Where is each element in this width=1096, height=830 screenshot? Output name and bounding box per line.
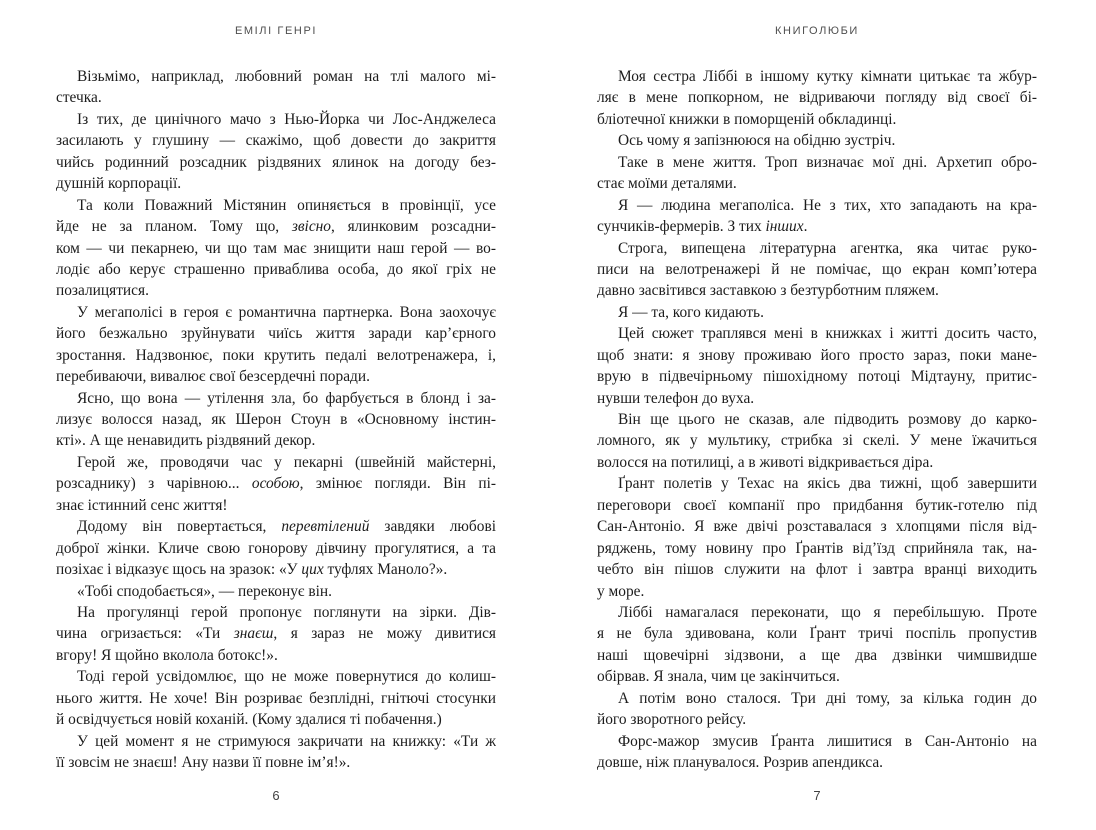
text-line: Додому він повертається, перевтілений завдяки любові <box>77 518 496 536</box>
text-line: наші щовечірні зідзвони, а ще два дзвінки чимшвидше <box>597 646 1037 664</box>
text-line: Тоді герой усвідомлює, що не може повернутися до колиш- <box>77 668 496 686</box>
text-line: позалицятися. <box>56 282 149 300</box>
text-line: Він ще цього не сказав, але підводить розмову до карко- <box>618 411 1037 428</box>
text-line: Ясно, що вона — утілення зла, бо фарбується в блонд і за- <box>77 389 496 407</box>
page-number: 6 <box>272 788 280 803</box>
text-line: Строга, випещена літературна агентка, яка читає руко- <box>618 239 1037 257</box>
text-line: Цей сюжет траплявся мені в книжках і житті досить часто, <box>618 325 1037 343</box>
text-line: позіхає і відказує щось на зразок: «У цих туфлях Маноло?». <box>56 561 448 579</box>
text-line: переговори своєї компанії про придбання бутик-готелю під <box>597 496 1037 514</box>
text-line: Із тих, де цинічного мачо з Нью-Йорка чи Лос-Анджелеса <box>77 110 496 128</box>
text-line: я не була здивована, коли Ґрант тричі поспіль пропустив <box>597 625 1037 643</box>
text-line: ряджень, тому новину про Ґрантів від’їзд сприйняла так, на- <box>597 539 1037 557</box>
text-line: Ліббі намагалася переконати, що я перебільшую. Проте <box>618 603 1037 621</box>
text-line: давно засвітився заставкою з безтурботним пляжем. <box>597 282 939 300</box>
text-line: А потім воно сталося. Три дні тому, за кілька годин до <box>618 689 1037 707</box>
text-line: йде не за планом. Тому що, звісно, ялинковим розсадни- <box>56 218 496 236</box>
text-line: стає моїми деталями. <box>597 175 737 193</box>
text-line: врую в підвечірньому пішохідному потоці Мідтауну, притис- <box>597 368 1037 386</box>
text-line: знає істинний сенс життя! <box>56 496 228 514</box>
text-line: обірвав. Я знала, чим це закінчиться. <box>597 668 840 686</box>
text-line: ломного, як у мультику, стрибка зі скелі. У мене їжачиться <box>597 432 1037 450</box>
text-line: стечка. <box>56 89 102 107</box>
text-line: Я — та, кого кидають. <box>618 303 764 321</box>
text-line: кті». А ще ненавидить різдвяний декор. <box>56 432 316 450</box>
text-line: На прогулянці герой пропонує поглянути на зірки. Дів- <box>77 603 496 621</box>
text-line: доброї жінки. Кличе свою гонорову дівчину прогулятися, а та <box>56 539 496 557</box>
text-line: чебто він пішов служити на флот і завтра вранці виходить <box>597 561 1037 579</box>
text-line: У мегаполісі в героя є романтична партнерка. Вона заохочує <box>77 303 496 321</box>
text-line: душній корпорації. <box>56 175 182 193</box>
text-line: нувши телефон до вуха. <box>597 389 755 407</box>
page-right <box>597 0 1037 830</box>
text-line: сунчиків-фермерів. З тих інших. <box>597 218 808 236</box>
text-line: Форс-мажор змусив Ґранта лишитися в Сан-Антоніо на <box>618 732 1037 750</box>
text-line: писи на велотренажері й не помічає, що екран комп’ютера <box>597 260 1037 278</box>
text-line: У цей момент я не стримуюся закричати на книжку: «Ти ж <box>77 732 496 750</box>
text-line: його безжально зруйнувати чиїсь життя заради кар’єрного <box>56 325 496 343</box>
text-line: Сан-Антоніо. Я вже двічі розставалася з хлопцями після від- <box>597 518 1037 536</box>
text-line: зростання. Надзвонює, поки крутить педалі велотренажера, і, <box>56 346 496 364</box>
text-line: Візьмімо, наприклад, любовний роман на тлі малого мі- <box>77 68 496 85</box>
text-line: лизує волосся назад, як Шерон Стоун в «Основному інстин- <box>56 411 496 428</box>
text-line: розсаднику) з чарівною... особою, змінює погляди. Він пі- <box>56 475 496 493</box>
text-line: Ось чому я запізнююся на обідню зустріч. <box>618 132 896 150</box>
text-line: Моя сестра Ліббі в іншому кутку кімнати цитькає та жбур- <box>618 68 1037 85</box>
text-line: чина огризається: «Ти знаєш, я зараз не можу дивитися <box>56 625 496 643</box>
text-line: волосся на потилиці, а в животі відкривається діра. <box>597 453 934 471</box>
running-header-author: ЕМІЛІ ГЕНРІ <box>234 25 318 37</box>
text-line: довше, ніж планувалося. Розрив апендикса. <box>597 754 884 771</box>
text-line: нього життя. Не хоче! Він розриває безплідні, гнітючі стосунки <box>56 689 496 707</box>
text-line: бліотечної книжки в поморщеній обкладинці. <box>597 110 897 128</box>
text-line: ком — чи пекарнею, чи що там має знищити наш герой — во- <box>56 239 496 257</box>
text-line: лодіє або керує страшенно приваблива особа, до якої гріх не <box>56 260 496 278</box>
text-line: перебиваючи, вивалює свої безсердечні поради. <box>56 368 370 386</box>
text-line: засилають у глушину — скажімо, щоб довести до закриття <box>56 132 496 150</box>
text-line: й освідчується новій коханій. (Кому здалися ті побачення.) <box>56 711 442 729</box>
running-header-title: КНИГОЛЮБИ <box>775 25 859 37</box>
text-line: Таке в мене життя. Троп визначає мої дні. Архетип обро- <box>618 153 1037 171</box>
text-line: її зовсім не знаєш! Ану назви її повне ім’я!». <box>56 754 351 771</box>
text-line: Та коли Поважний Містянин опиняється в провінції, усе <box>77 196 496 214</box>
page-body-text <box>56 66 496 773</box>
text-line: його зворотного рейсу. <box>597 711 747 729</box>
text-line: Ґрант полетів у Техас на якісь два тижні, щоб завершити <box>618 475 1037 493</box>
text-line: Герой же, проводячи час у пекарні (швейній майстерні, <box>77 453 496 471</box>
page-body-text <box>597 66 1037 773</box>
text-line: Я — людина мегаполіса. Не з тих, хто западають на кра- <box>618 196 1037 214</box>
page-number: 7 <box>813 788 821 803</box>
text-line: чийсь родинний розсадник різдвяних ялинок на догоду без- <box>56 153 496 171</box>
text-line: у море. <box>597 582 645 600</box>
page-left <box>56 0 496 830</box>
text-line: ляє в мене попкорном, не відриваючи погляду від своєї бі- <box>597 89 1037 107</box>
text-line: «Тобі сподобається», — переконує він. <box>77 582 332 600</box>
text-line: щоб знати: я знову проживаю його просто зараз, поки мане- <box>597 346 1037 364</box>
text-line: вгору! Я щойно вколола ботокс!». <box>56 646 278 664</box>
